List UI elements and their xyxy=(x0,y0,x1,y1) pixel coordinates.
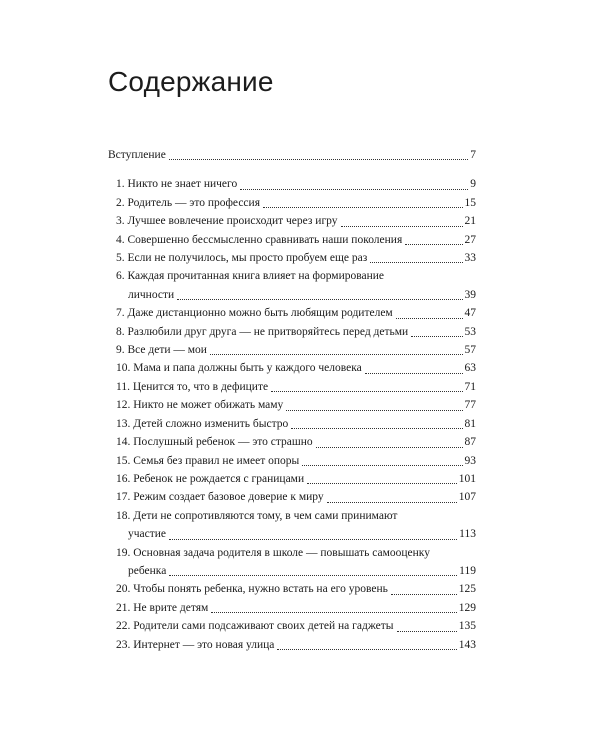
toc-entry xyxy=(108,175,476,193)
toc-entry xyxy=(108,212,476,230)
dot-leader xyxy=(169,575,457,576)
toc-entry xyxy=(108,378,476,396)
toc-entry-page: 53 xyxy=(464,325,476,338)
dot-leader xyxy=(397,631,457,632)
toc-entry xyxy=(108,341,476,359)
toc-entry-title: 22. Родители сами подсаживают своих детей на гаджеты xyxy=(116,620,394,633)
toc-entry-page: 143 xyxy=(458,638,476,651)
dot-leader xyxy=(341,226,463,227)
toc-entry xyxy=(108,249,476,267)
dot-leader xyxy=(316,447,463,448)
toc-entry xyxy=(108,452,476,470)
dot-leader xyxy=(286,410,462,411)
toc-entry-title: 23. Интернет — это новая улица xyxy=(116,638,275,651)
toc-entry-page: 47 xyxy=(464,307,476,320)
toc-entry xyxy=(108,323,476,341)
toc-entry-title: 18. Дети не сопротивляются тому, в чем сами принимают xyxy=(116,509,398,522)
dot-leader xyxy=(177,299,462,300)
toc-entry-page: 71 xyxy=(464,380,476,393)
toc-entry xyxy=(108,359,476,377)
toc-entry-title: 5. Если не получилось, мы просто пробуем еще раз xyxy=(116,252,368,265)
toc-entry-title: 12. Никто не может обижать маму xyxy=(116,399,284,412)
dot-leader xyxy=(307,483,457,484)
toc-entry-title: 15. Семья без правил не имеет опоры xyxy=(116,454,300,467)
toc-entry-page: 21 xyxy=(464,215,476,228)
toc-entry xyxy=(108,507,476,544)
toc-entry xyxy=(108,433,476,451)
dot-leader xyxy=(271,391,462,392)
dot-leader xyxy=(302,465,462,466)
toc-entry-page: 33 xyxy=(464,252,476,265)
toc-entry xyxy=(108,544,476,581)
toc-entry-page: 87 xyxy=(464,436,476,449)
toc-entry-title: 16. Ребенок не рождается с границами xyxy=(116,472,305,485)
toc-entry-title: 9. Все дети — мои xyxy=(116,344,207,357)
dot-leader xyxy=(391,594,457,595)
toc-entry xyxy=(108,488,476,506)
toc-entry-page: 57 xyxy=(464,344,476,357)
toc-entry-title: 8. Разлюбили друг друга — не притворяйтесь перед детьми xyxy=(116,325,409,338)
dot-leader xyxy=(291,428,462,429)
toc-entry-page: 81 xyxy=(464,417,476,430)
toc-entry-title: 1. Никто не знает ничего xyxy=(116,178,238,191)
toc-entry-title: 20. Чтобы понять ребенка, нужно встать на его уровень xyxy=(116,583,388,596)
toc-entry-title: 4. Совершенно бессмысленно сравнивать наши поколения xyxy=(116,233,403,246)
toc-entry-page: 107 xyxy=(458,491,476,504)
toc-entry xyxy=(108,396,476,414)
toc-entry-page: 135 xyxy=(458,620,476,633)
toc-entry-title: 17. Режим создает базовое доверие к миру xyxy=(116,491,324,504)
dot-leader xyxy=(277,649,456,650)
page-title: Содержание xyxy=(108,66,274,97)
toc-entry-page: 63 xyxy=(464,362,476,375)
toc-entry-page: 93 xyxy=(464,454,476,467)
toc-entry xyxy=(108,231,476,249)
toc-entry xyxy=(108,470,476,488)
toc-entry-page: 119 xyxy=(459,564,476,577)
dot-leader xyxy=(210,354,463,355)
toc-entry-page: 101 xyxy=(458,472,476,485)
toc-entry-page: 39 xyxy=(464,288,476,301)
toc-entry xyxy=(108,267,476,304)
toc-entry-title: 11. Ценится то, что в дефиците xyxy=(116,380,269,393)
toc-entry-title: 19. Основная задача родителя в школе — повышать самооценку xyxy=(116,546,430,559)
dot-leader xyxy=(169,159,468,160)
dot-leader xyxy=(411,336,462,337)
toc-entry xyxy=(108,617,476,635)
toc-entry xyxy=(108,415,476,433)
toc-entry-title: 21. Не врите детям xyxy=(116,601,209,614)
toc-entry-title: 6. Каждая прочитанная книга влияет на формирование xyxy=(116,270,385,283)
dot-leader xyxy=(370,262,462,263)
toc-entry-page: 125 xyxy=(458,583,476,596)
dot-leader xyxy=(263,207,463,208)
toc-entry xyxy=(108,580,476,598)
dot-leader xyxy=(327,502,457,503)
toc-entry-page: 129 xyxy=(458,601,476,614)
toc-entry-page: 9 xyxy=(470,178,476,191)
toc-entry xyxy=(108,599,476,617)
toc-entry-title: 10. Мама и папа должны быть у каждого человека xyxy=(116,362,362,375)
toc-entry-page: 7 xyxy=(470,149,476,161)
toc-entry-page: 113 xyxy=(459,528,476,541)
dot-leader xyxy=(405,244,462,245)
toc-entry-title: 2. Родитель — это профессия xyxy=(116,196,260,209)
toc-entry-introduction xyxy=(108,146,476,164)
toc-entry-page: 77 xyxy=(464,399,476,412)
dot-leader xyxy=(169,539,457,540)
toc-entry-title: 14. Послушный ребенок — это страшно xyxy=(116,436,313,449)
toc-entry-title: 7. Даже дистанционно можно быть любящим родителем xyxy=(116,307,393,320)
dot-leader xyxy=(365,373,463,374)
toc-entry-page: 27 xyxy=(464,233,476,246)
toc-entry-title-continuation: личности xyxy=(128,288,175,301)
toc-entry-title-continuation: участие xyxy=(128,528,167,541)
toc-entry-title: 13. Детей сложно изменить быстро xyxy=(116,417,289,430)
dot-leader xyxy=(211,612,456,613)
toc-entry-page: 15 xyxy=(464,196,476,209)
table-of-contents xyxy=(108,146,476,654)
toc-entry xyxy=(108,304,476,322)
toc-entry-title: Вступление xyxy=(108,149,166,161)
dot-leader xyxy=(396,318,463,319)
toc-entry-title: 3. Лучшее вовлечение происходит через игру xyxy=(116,215,338,228)
toc-entry xyxy=(108,194,476,212)
toc-entry xyxy=(108,636,476,654)
toc-entry-title-continuation: ребенка xyxy=(128,564,167,577)
dot-leader xyxy=(240,189,468,190)
